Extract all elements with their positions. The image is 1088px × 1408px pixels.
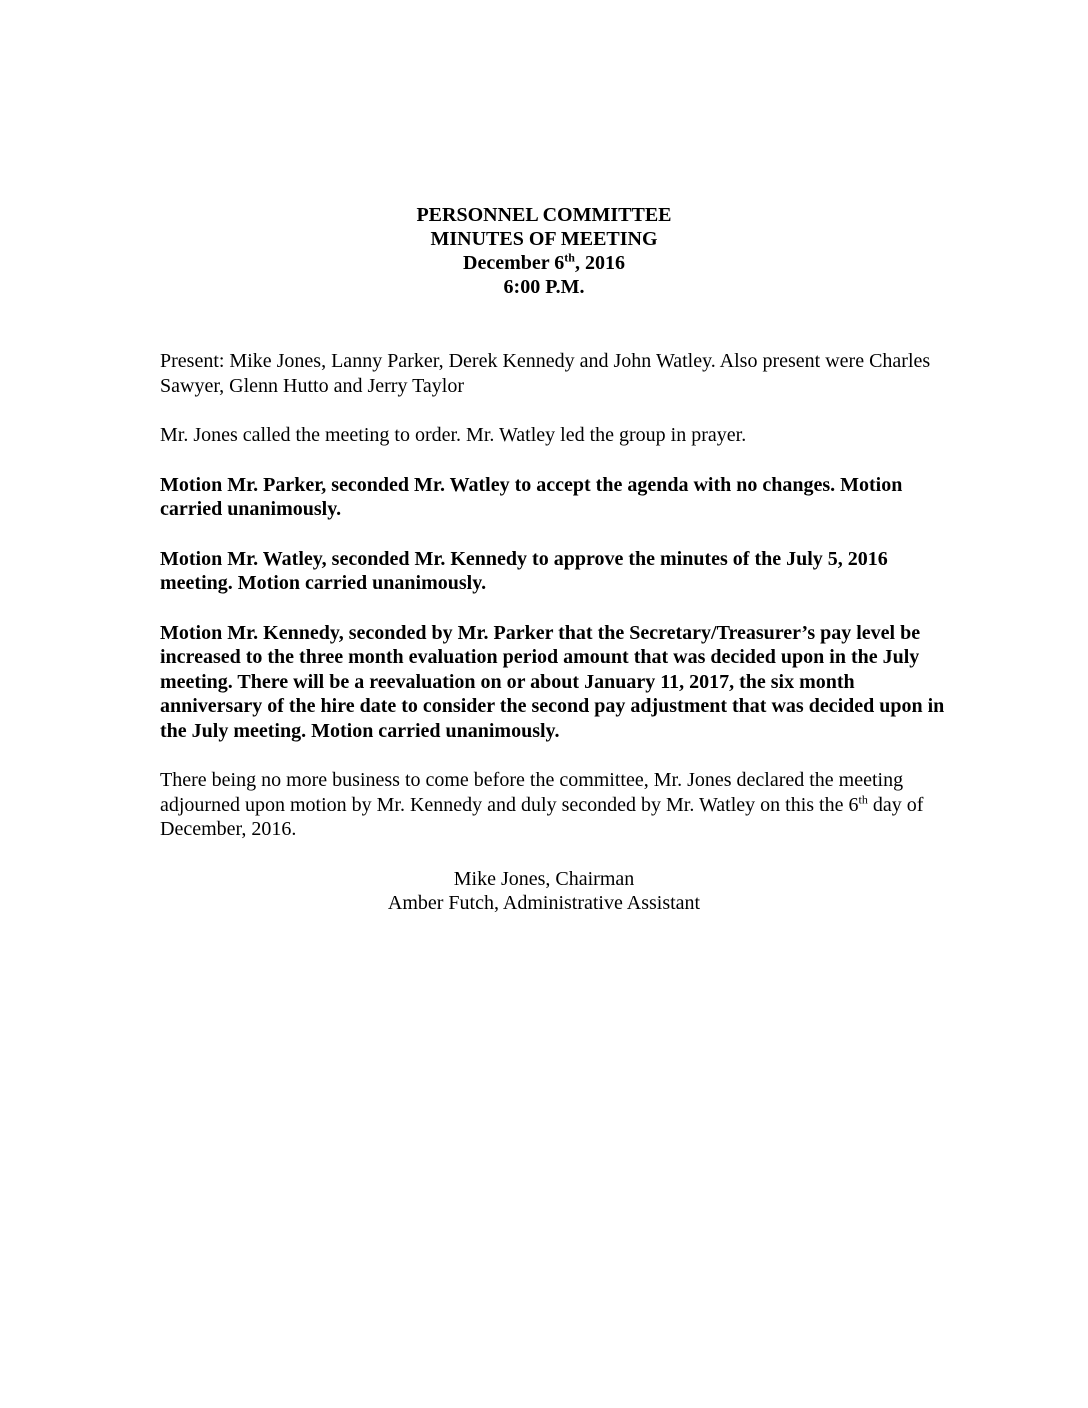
meeting-date: [0, 251, 1088, 275]
document-header: [0, 203, 1088, 299]
signature-block: [144, 867, 944, 916]
call-to-order-paragraph: Mr. Jones called the meeting to order. Mr. Watley led the group in prayer.: [160, 424, 747, 446]
chairman-signature: Mike Jones, Chairman: [453, 867, 635, 890]
motion-minutes-paragraph: Motion Mr. Watley, seconded Mr. Kennedy to approve the minutes of the July 5, 2016 meeting. Motion carried unanimously.: [160, 547, 888, 594]
adjournment-paragraph: [160, 768, 960, 842]
meeting-time: 6:00 P.M.: [503, 276, 585, 298]
assistant-signature: Amber Futch, Administrative Assistant: [387, 892, 701, 914]
adjournment-day-suffix: th: [858, 791, 868, 806]
attendance-paragraph: Present: Mike Jones, Lanny Parker, Derek Kennedy and John Watley. Also present were Charles Sawyer, Glenn Hutto and Jerry Taylor: [160, 350, 931, 397]
minutes-title: MINUTES OF MEETING: [430, 228, 658, 250]
adjournment-text-end: day of December, 2016.: [160, 793, 924, 840]
motion-agenda-paragraph: Motion Mr. Parker, seconded Mr. Watley to accept the agenda with no changes. Motion carried unanimously.: [160, 473, 903, 520]
committee-title: PERSONNEL COMMITTEE: [416, 204, 672, 226]
meeting-date-month-day: December 6: [463, 252, 565, 274]
minutes-body: [160, 349, 960, 916]
meeting-date-suffix: th: [564, 250, 575, 265]
motion-pay-paragraph: Motion Mr. Kennedy, seconded by Mr. Parker that the Secretary/Treasurer’s pay level be increased to the three month evaluation period amount that was decided upon in the July meeting. There will be a reevaluation on or about January 11, 2017, the six month anniversary of the hire date to consider the second pay adjustment that was decided upon in the July meeting. Motion carried unanimously.: [160, 621, 945, 742]
meeting-date-year: , 2016: [574, 252, 625, 274]
adjournment-text: There being no more business to come before the committee, Mr. Jones declared the meeting adjourned upon motion by Mr. Kennedy and duly seconded by Mr. Watley on this the 6: [160, 769, 904, 816]
